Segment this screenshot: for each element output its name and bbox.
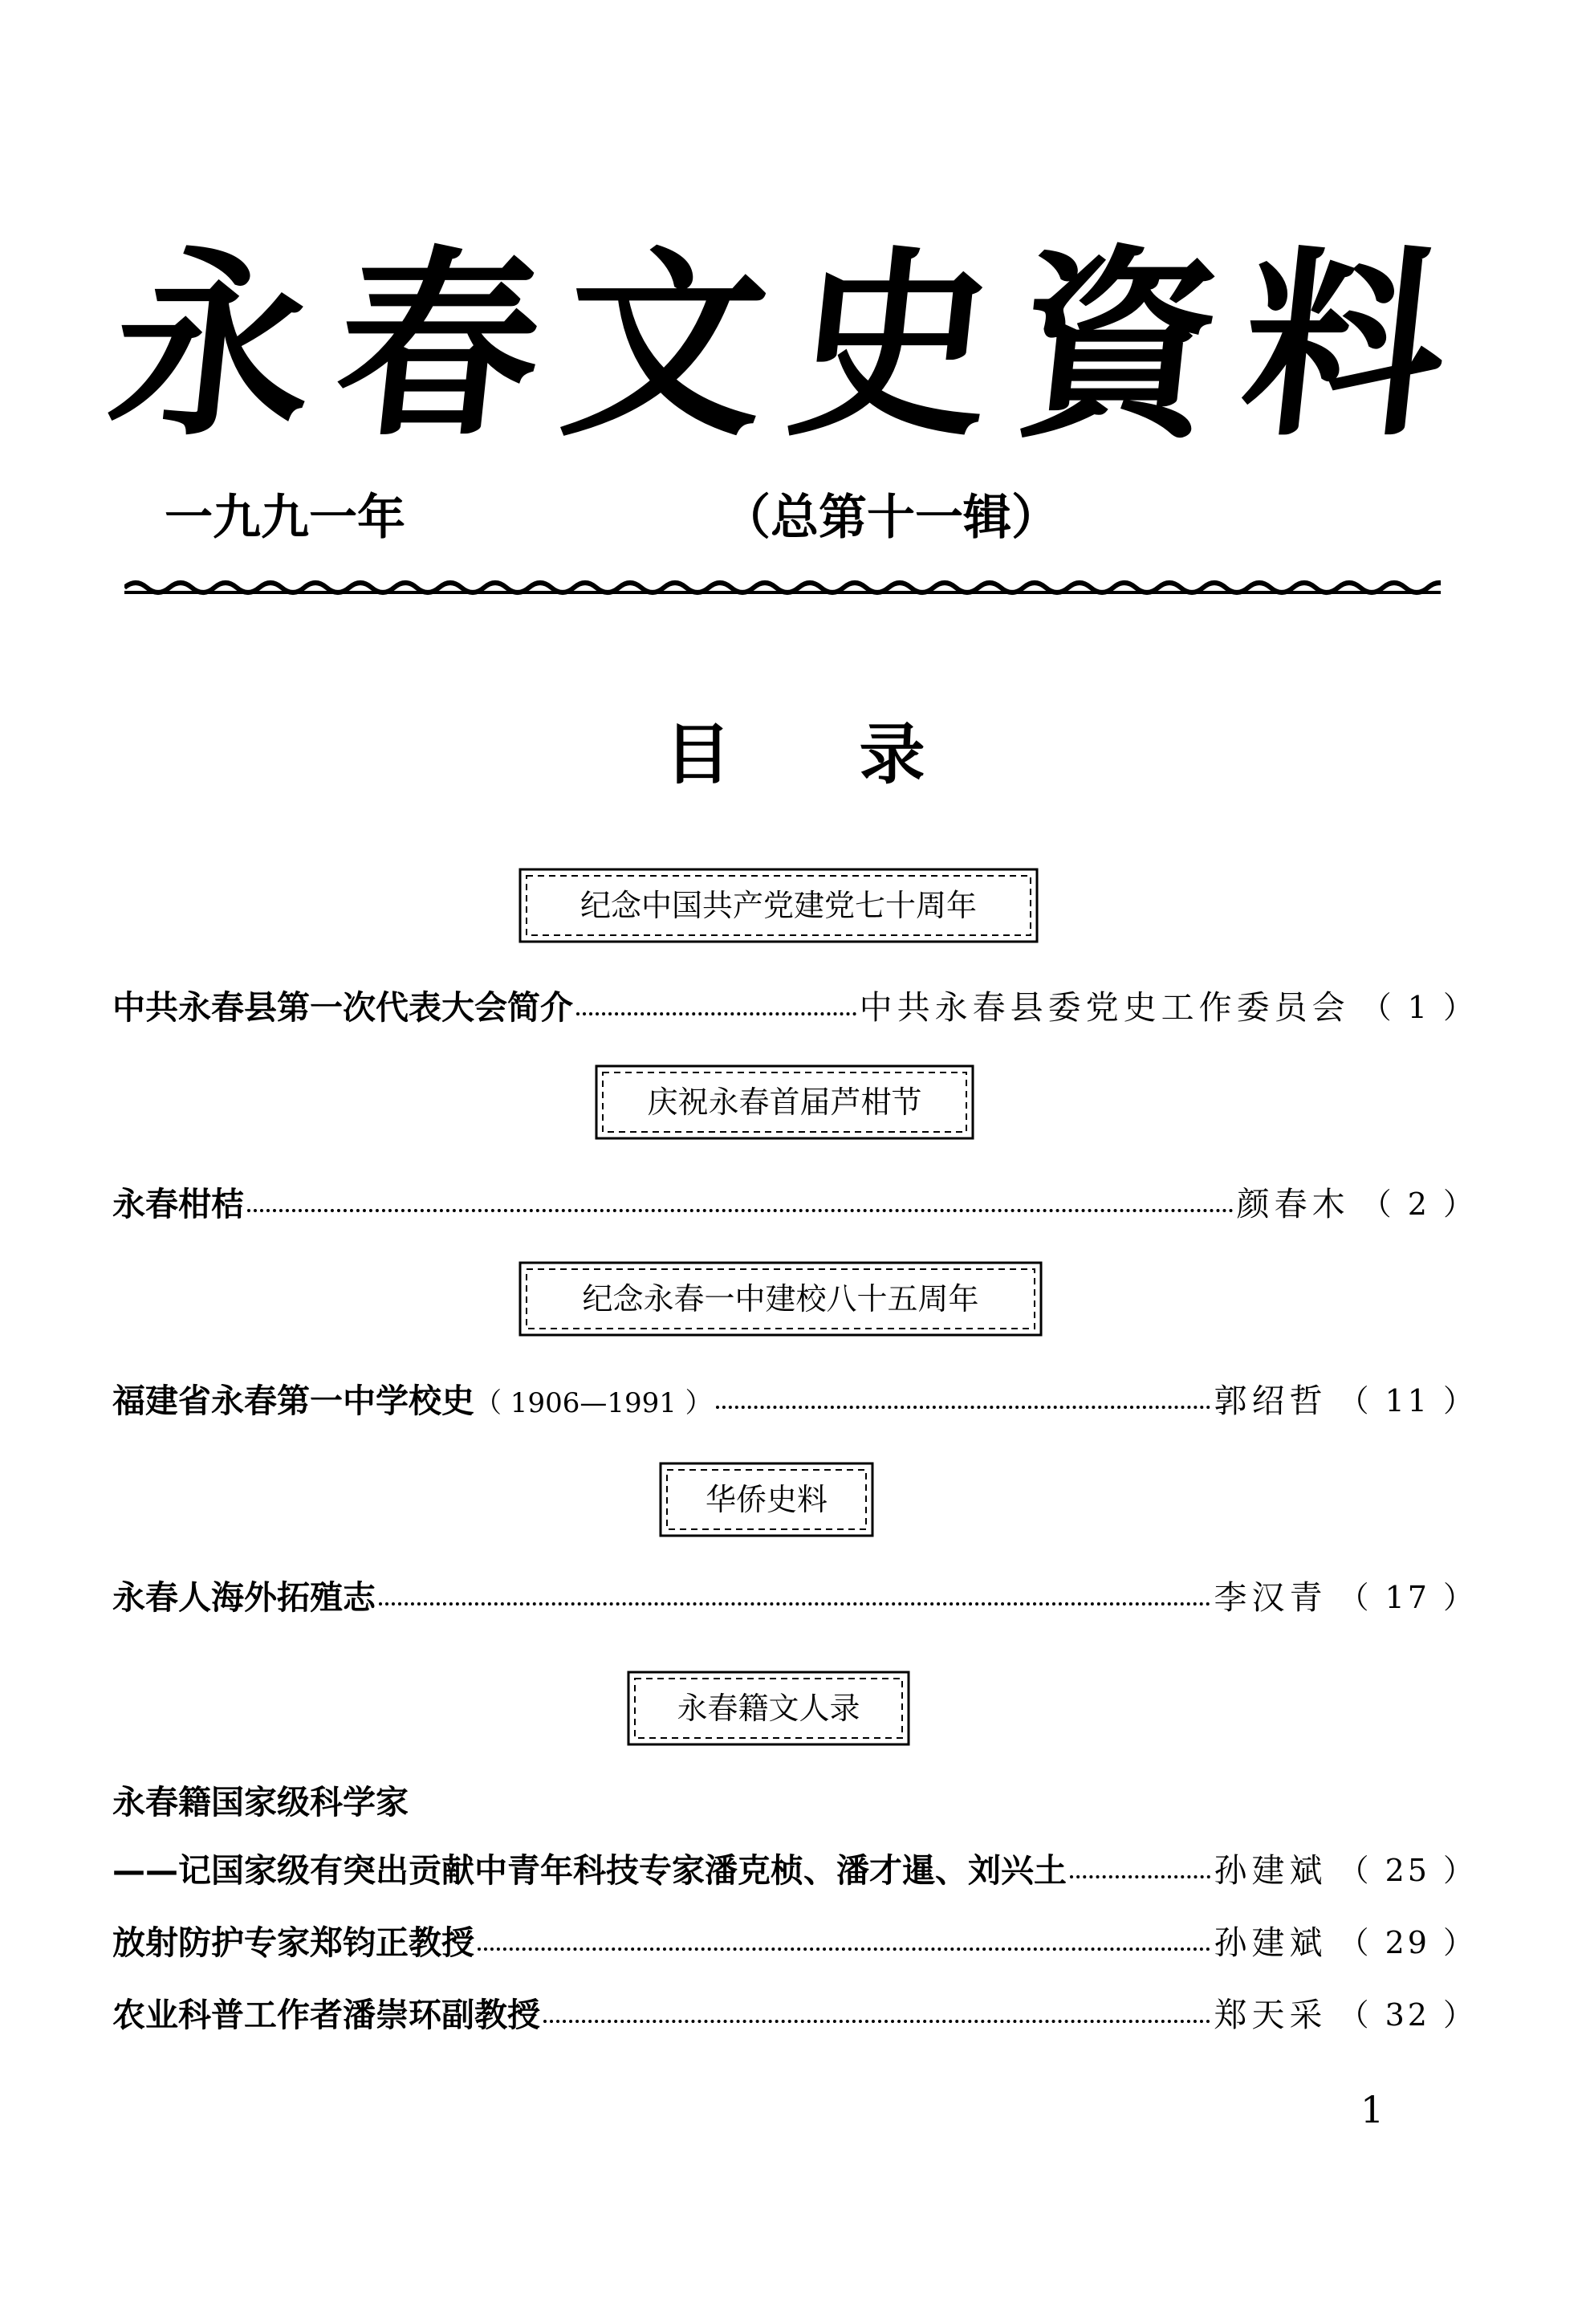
masthead-char: 文	[552, 227, 779, 463]
toc-entry[interactable]	[112, 1377, 1477, 1425]
entry-page: （ 2 ）	[1360, 1186, 1477, 1222]
entry-title: 中共永春县第一次代表大会简介	[112, 987, 573, 1027]
masthead-char: 史	[779, 227, 1005, 463]
entry-page: （ 1 ）	[1360, 990, 1477, 1025]
section-banner	[514, 1256, 1047, 1341]
entry-title: ——记国家级有突出贡献中青年科技专家潘克桢、潘才暹、刘兴土	[112, 1850, 1067, 1890]
publication-year: 一九九一年	[165, 490, 405, 546]
issue-number: （总第十一辑）	[722, 490, 1059, 546]
entry-author: 郭绍哲	[1214, 1381, 1328, 1420]
dot-leader	[379, 1570, 1210, 1606]
entry-title: 农业科普工作者潘崇环副教授	[112, 1995, 540, 2034]
entry-page: （ 11 ）	[1338, 1383, 1477, 1418]
entry-title	[112, 1381, 713, 1420]
entry-author: 李汉青	[1214, 1577, 1328, 1617]
section-banner-label: 永春籍文人录	[677, 1691, 860, 1726]
entry-author: 孙建斌	[1214, 1850, 1328, 1890]
toc-entry[interactable]	[112, 1180, 1477, 1228]
masthead-char: 春	[326, 227, 552, 463]
entry-title: 永春柑桔	[112, 1184, 244, 1223]
entry-page: （ 17 ）	[1338, 1580, 1477, 1615]
page-number: 1	[1360, 2088, 1385, 2131]
toc-entry[interactable]	[112, 1919, 1477, 1967]
entry-author: 中共永春县委党史工作委员会	[859, 987, 1350, 1027]
toc-entry[interactable]	[112, 1573, 1477, 1622]
toc-heading: 目录	[665, 717, 1054, 793]
section-banner	[590, 1060, 979, 1145]
masthead-char: 資	[1005, 227, 1231, 463]
toc-entry-heading[interactable]: 永春籍国家级科学家	[112, 1783, 409, 1821]
entry-title-years: （ 1906—1991 ）	[474, 1386, 713, 1419]
section-banner	[654, 1457, 879, 1542]
dot-leader	[1070, 1843, 1210, 1878]
masthead-char: 永	[100, 227, 326, 463]
entry-author: 颜春木	[1236, 1184, 1350, 1223]
dot-leader	[716, 1374, 1211, 1409]
section-banner-label: 庆祝永春首届芦柑节	[647, 1085, 922, 1120]
dot-leader	[543, 1988, 1210, 2023]
entry-author: 郑天采	[1214, 1995, 1328, 2034]
masthead-char: 料	[1231, 227, 1458, 463]
dot-leader	[478, 1915, 1210, 1951]
entry-title: 放射防护专家郑钧正教授	[112, 1923, 474, 1962]
entry-page: （ 25 ）	[1338, 1853, 1477, 1888]
section-banner	[514, 863, 1043, 948]
dot-leader	[576, 980, 856, 1015]
toc-entry[interactable]	[112, 1991, 1477, 2039]
toc-entry[interactable]	[112, 1846, 1477, 1895]
entry-page: （ 29 ）	[1338, 1925, 1477, 1960]
dot-leader	[247, 1177, 1234, 1212]
section-banner-label: 纪念中国共产党建党七十周年	[579, 888, 977, 923]
wavy-divider	[124, 572, 1441, 604]
entry-page: （ 32 ）	[1338, 1997, 1477, 2033]
entry-title: 永春人海外拓殖志	[112, 1577, 376, 1617]
entry-title-text: 福建省永春第一中学校史	[112, 1381, 474, 1420]
section-banner	[622, 1666, 915, 1751]
entry-author: 孙建斌	[1214, 1923, 1328, 1962]
masthead-title	[100, 217, 1458, 474]
toc-entry[interactable]	[112, 983, 1477, 1032]
section-banner-label: 纪念永春一中建校八十五周年	[582, 1281, 979, 1317]
section-banner-label: 华侨史料	[705, 1482, 828, 1517]
